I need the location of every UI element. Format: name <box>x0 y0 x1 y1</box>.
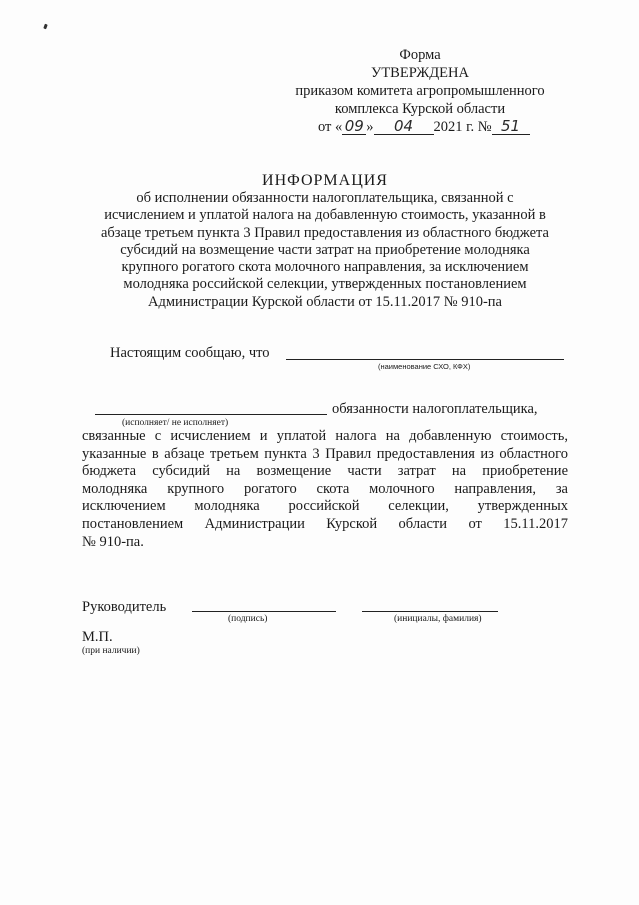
body-paragraph <box>82 428 568 551</box>
approved-label: УТВЕРЖДЕНА <box>371 65 469 81</box>
body-line: указанные в абзаце третьем пункта 3 Правил предоставления из областного <box>82 445 568 462</box>
date-day: 09 <box>342 118 366 135</box>
subtitle-line: исчислением и уплатой налога на добавленную стоимость, указанной в <box>104 207 546 224</box>
initials-caption: (инициалы, фамилия) <box>394 614 482 624</box>
subtitle-line: об исполнении обязанности налогоплательщика, связанной с <box>136 190 514 206</box>
body-line: связанные с исчислением и уплатой налога на добавленную стоимость, <box>82 428 568 444</box>
statement-text: Настоящим сообщаю, что <box>110 345 270 361</box>
fulfillment-field[interactable] <box>95 414 327 415</box>
approval-block <box>280 46 560 136</box>
approval-line-2: комплекса Курской области <box>334 101 506 117</box>
body-line: молодняка крупного рогатого скота молочного направления, за <box>82 480 568 497</box>
order-number: 51 <box>492 118 530 135</box>
date-day-close: » <box>366 119 374 135</box>
duty-text: обязанности налогоплательщика, <box>332 401 538 417</box>
stamp-note: (при наличии) <box>82 646 140 656</box>
body-line: бюджета субсидий на возмещение части затрат на приобретение <box>82 463 568 480</box>
fulfillment-caption: (исполняет/ не исполняет) <box>122 418 229 428</box>
date-year: 2021 г. № <box>433 119 492 135</box>
approval-date-line <box>280 118 560 136</box>
subtitle-line: Администрации Курской области от 15.11.2017 № 910-па <box>148 293 502 310</box>
form-label: Форма <box>399 47 441 63</box>
subtitle-line: крупного рогатого скота молочного направления, за исключением <box>121 259 529 276</box>
initials-field[interactable] <box>362 611 498 612</box>
subtitle-line: абзаце третьем пункта 3 Правил предоставления из областного бюджета <box>100 224 549 241</box>
body-line: исключением молодняка российской селекции, утвержденных <box>82 498 568 515</box>
subtitle-line: субсидий на возмещение части затрат на приобретение молодняка <box>120 241 530 258</box>
document-title: ИНФОРМАЦИЯ <box>262 172 388 189</box>
signature-label: Руководитель <box>82 599 167 615</box>
body-line: № 910-па. <box>82 533 144 550</box>
date-month: 04 <box>374 118 434 135</box>
signature-field[interactable] <box>192 611 336 612</box>
organization-caption: (наименование СХО, КФХ) <box>378 362 471 371</box>
document-subtitle <box>60 190 590 311</box>
scan-speck <box>43 24 48 30</box>
subtitle-line: молодняка российской селекции, утвержденных постановлением <box>123 276 527 293</box>
body-line: постановлением Администрации Курской области от 15.11.2017 <box>82 515 568 532</box>
date-prefix: от « <box>318 119 343 135</box>
signature-caption: (подпись) <box>228 614 268 624</box>
approval-line-1: приказом комитета агропромышленного <box>295 83 545 99</box>
stamp-label: М.П. <box>82 629 113 645</box>
organization-name-field[interactable] <box>286 359 564 360</box>
